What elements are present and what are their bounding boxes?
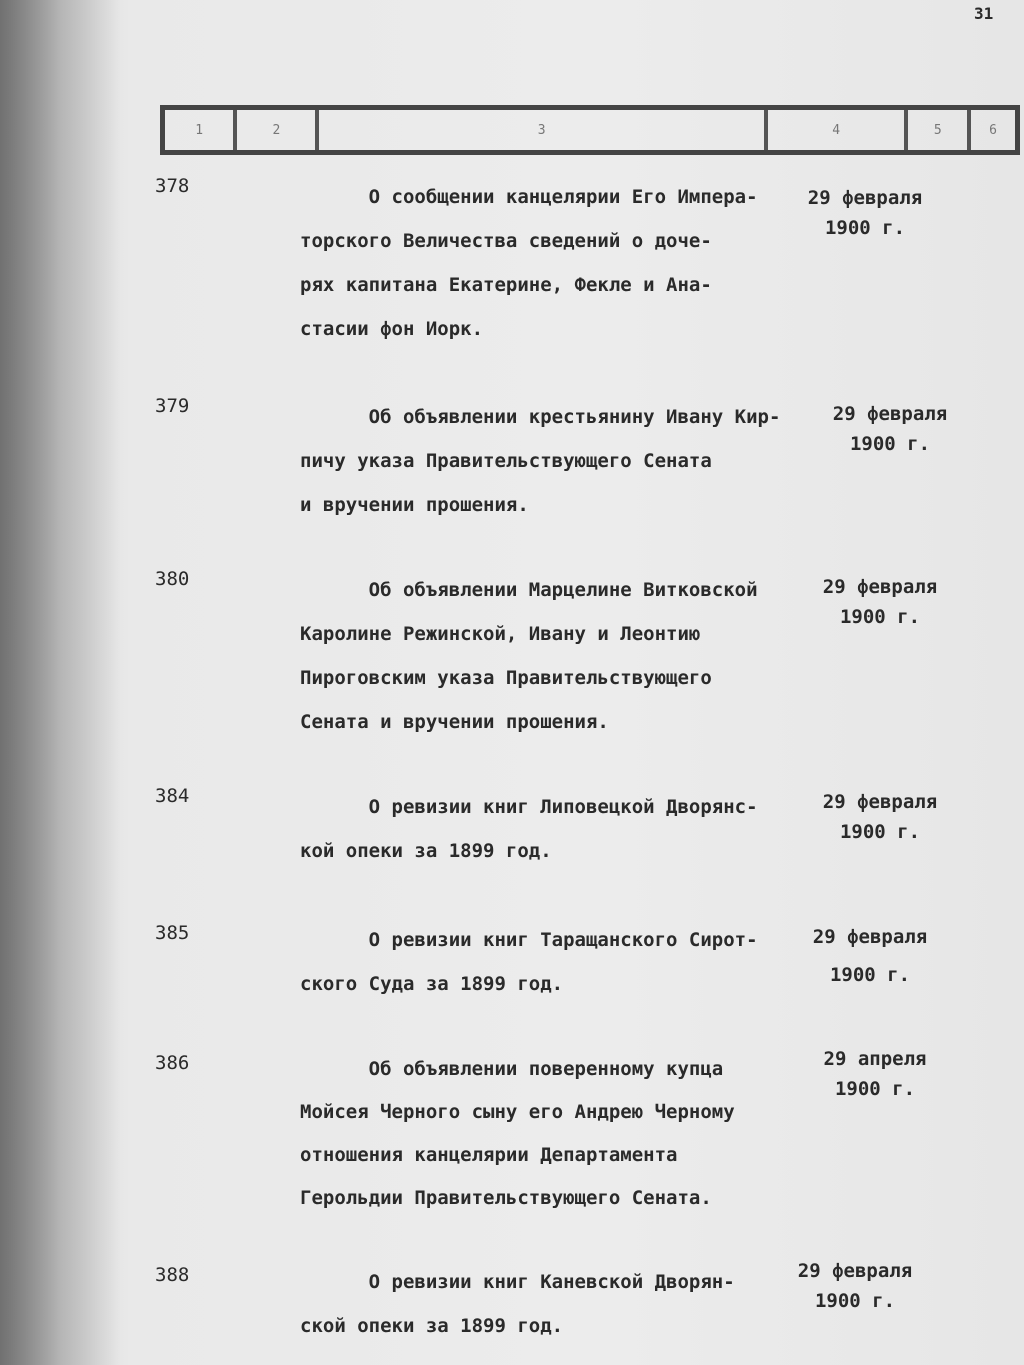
date-day: 29 февраля — [822, 576, 938, 598]
entry-number: 388 — [155, 1264, 190, 1286]
date-year: 1900 г. — [814, 1290, 896, 1312]
entry-line: Об объявлении поверенному купца — [300, 1058, 724, 1080]
entry-description — [300, 1048, 735, 1220]
header-col-5: 5 — [908, 110, 971, 150]
header-col-4: 4 — [768, 110, 909, 150]
entry-line: отношения канцелярии Департамента — [300, 1144, 678, 1166]
entry-line: пичу указа Правительствующего Сената — [300, 450, 712, 472]
entry-description — [300, 175, 758, 351]
date-day: 29 февраля — [822, 791, 938, 813]
entry-line: ской опеки за 1899 год. — [300, 1315, 564, 1337]
entry-description — [300, 1260, 735, 1348]
header-col-2: 2 — [237, 110, 319, 150]
date-day: 29 февраля — [797, 1260, 913, 1282]
entry-number: 379 — [155, 395, 190, 417]
entry-description — [300, 785, 758, 873]
header-col-1: 1 — [165, 110, 237, 150]
entry-line: кой опеки за 1899 год. — [300, 840, 552, 862]
date-year: 1900 г. — [839, 821, 921, 843]
date-year: 1900 г. — [849, 433, 931, 455]
entry-line: О ревизии книг Липовецкой Дворянс- — [300, 796, 758, 818]
date-day: 29 февраля — [832, 403, 948, 425]
entry-date — [800, 1044, 950, 1104]
entry-line: О ревизии книг Каневской Дворян- — [300, 1271, 735, 1293]
header-col-3: 3 — [319, 110, 767, 150]
page-number: 31 — [974, 4, 994, 23]
entry-line: стасии фон Иорк. — [300, 318, 484, 340]
date-year: 1900 г. — [824, 217, 906, 239]
entry-number: 385 — [155, 922, 190, 944]
entry-line: Каролине Режинской, Ивану и Леонтию — [300, 623, 701, 645]
column-header-table — [160, 105, 1020, 155]
entry-line: рях капитана Екатерине, Фекле и Ана- — [300, 274, 712, 296]
date-day: 29 февраля — [812, 926, 928, 948]
entry-date — [815, 399, 965, 459]
entry-line: О ревизии книг Таращанского Сирот- — [300, 929, 758, 951]
entry-line: Мойсея Черного сыну его Андрею Черному — [300, 1101, 735, 1123]
entry-number: 378 — [155, 175, 190, 197]
entry-number: 386 — [155, 1052, 190, 1074]
entry-line: Сената и вручении прошения. — [300, 711, 609, 733]
entry-date — [805, 787, 955, 847]
entry-line: Об объявлении Марцелине Витковской — [300, 579, 758, 601]
entry-line: Герольдии Правительствующего Сената. — [300, 1187, 712, 1209]
date-year: 1900 г. — [839, 606, 921, 628]
date-day: 29 апреля — [823, 1048, 927, 1070]
date-year: 1900 г. — [834, 1078, 916, 1100]
entry-number: 384 — [155, 785, 190, 807]
entry-line: О сообщении канцелярии Его Импера- — [300, 186, 758, 208]
entry-line: торского Величества сведений о доче- — [300, 230, 712, 252]
entry-description — [300, 568, 758, 744]
entry-date — [795, 918, 945, 994]
date-year: 1900 г. — [829, 964, 911, 986]
header-col-6: 6 — [989, 122, 997, 138]
entry-date — [780, 1256, 930, 1316]
entry-date — [790, 183, 940, 243]
entry-number: 380 — [155, 568, 190, 590]
entry-description — [300, 395, 780, 527]
entry-line: ского Суда за 1899 год. — [300, 973, 564, 995]
entry-line: Пироговским указа Правительствующего — [300, 667, 712, 689]
page-shadow — [0, 0, 120, 1365]
entry-line: и вручении прошения. — [300, 494, 529, 516]
entry-description — [300, 918, 758, 1006]
date-day: 29 февраля — [807, 187, 923, 209]
entry-line: Об объявлении крестьянину Ивану Кир- — [300, 406, 781, 428]
entry-date — [805, 572, 955, 632]
